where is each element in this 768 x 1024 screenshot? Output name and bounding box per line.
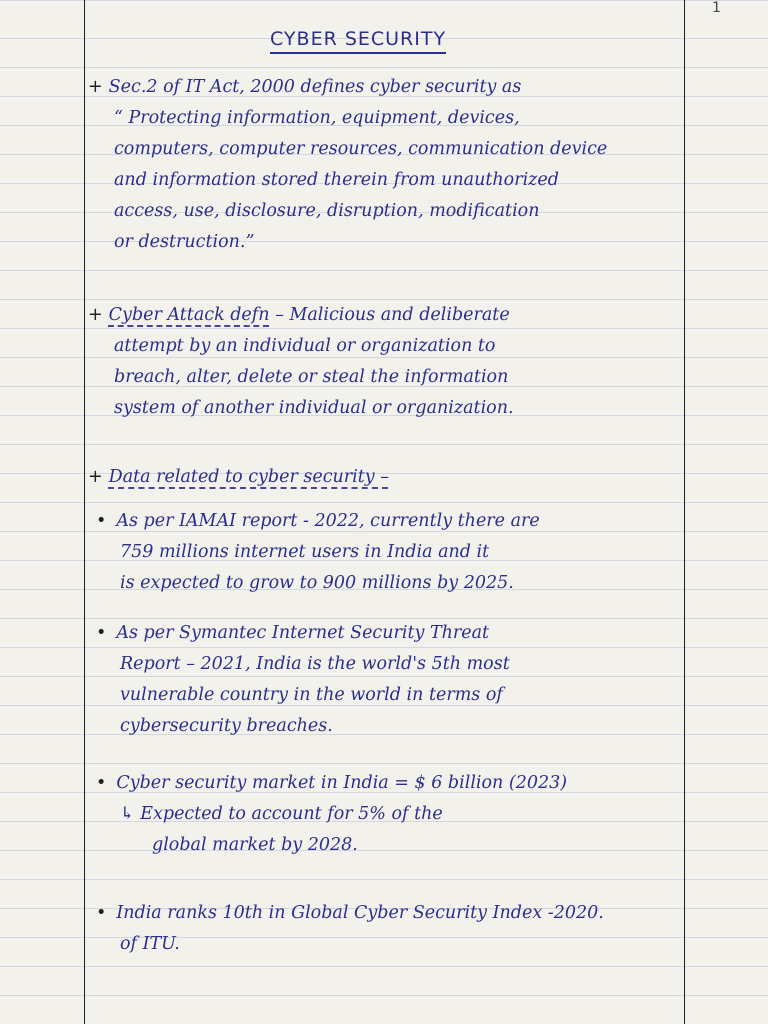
- data-section-heading-row: [88, 462, 678, 493]
- bullet-dot: •: [96, 773, 107, 793]
- cyber-attack-line: breach, alter, delete or steal the information: [114, 367, 509, 387]
- left-margin-line: [84, 0, 85, 1024]
- data-section-heading: Data related to cyber security –: [108, 467, 389, 487]
- plus-marker: +: [88, 77, 103, 97]
- definition-line: and information stored therein from unauthorized: [114, 170, 559, 190]
- list-item: • As per IAMAI report - 2022, currently there are 759 millions internet users in India and it is expected to grow to 900 millions by 2025.: [96, 511, 540, 593]
- list-item: • Cyber security market in India = $ 6 billion (2023) ↳ Expected to account for 5% of the global market by 2028.: [96, 773, 568, 855]
- definition-line: access, use, disclosure, disruption, modification: [114, 201, 540, 221]
- cyber-attack-line: system of another individual or organization.: [114, 398, 514, 418]
- bullet-dot: •: [96, 903, 107, 923]
- list-item: • As per Symantec Internet Security Threat Report – 2021, India is the world's 5th most vulnerable country in the world in terms of cybersecurity breaches.: [96, 623, 510, 736]
- definition-line: “ Protecting information, equipment, devices,: [114, 108, 520, 128]
- page-title: CYBER SECURITY: [270, 28, 446, 54]
- cyber-attack-heading: Cyber Attack defn: [108, 305, 270, 325]
- cyber-attack-line: + Cyber Attack defn – Malicious and deliberate: [88, 305, 510, 325]
- bullet-dot: •: [96, 623, 107, 643]
- definition-line: + Sec.2 of IT Act, 2000 defines cyber security as: [88, 77, 522, 97]
- definition-section: [88, 72, 678, 258]
- cyber-attack-section: [88, 300, 678, 424]
- plus-marker: +: [88, 305, 103, 325]
- definition-line: computers, computer resources, communication device: [114, 139, 608, 159]
- page-number: 1: [712, 0, 721, 16]
- list-item: • India ranks 10th in Global Cyber Security Index -2020. of ITU.: [96, 903, 604, 954]
- bullet-dot: •: [96, 511, 107, 531]
- definition-line: or destruction.”: [114, 232, 255, 252]
- plus-marker: +: [88, 467, 103, 487]
- cyber-attack-line: attempt by an individual or organization to: [114, 336, 496, 356]
